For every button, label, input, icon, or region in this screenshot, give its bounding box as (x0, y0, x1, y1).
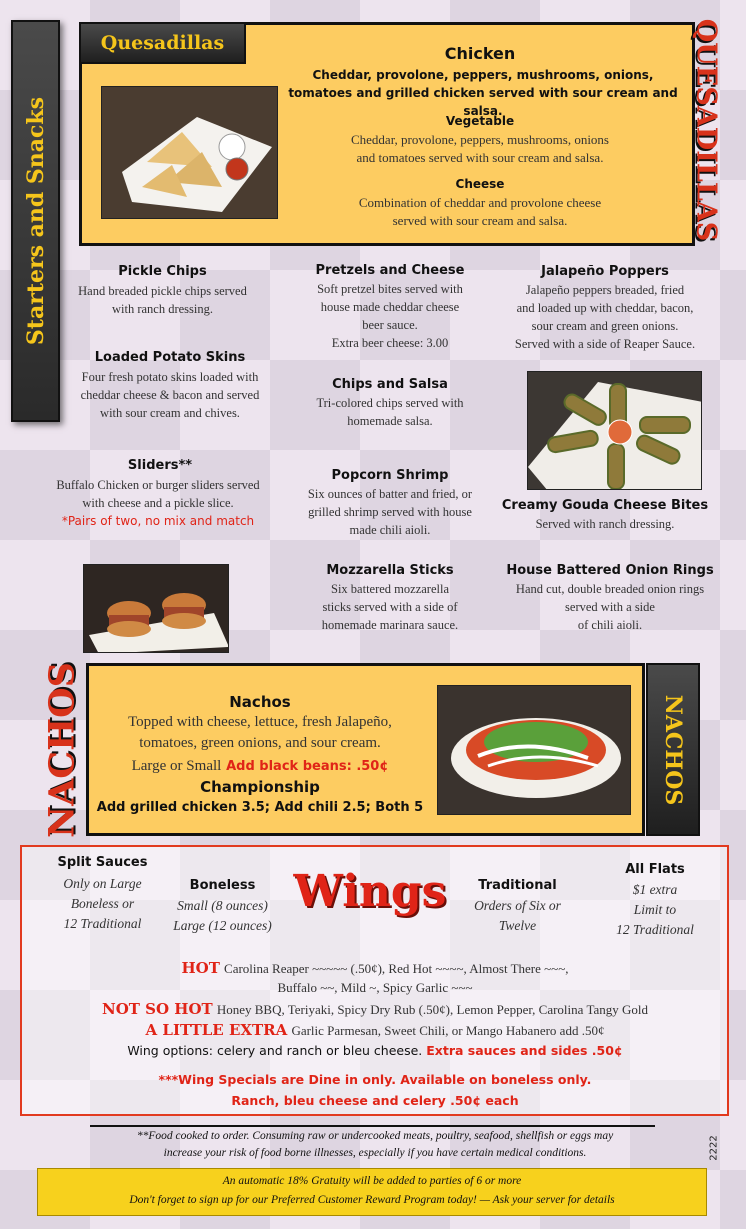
pretzels-name: Pretzels and Cheese (315, 263, 465, 278)
potato-skins-desc3: with sour cream and chives. (100, 406, 240, 420)
disclaimer-line2: increase your risk of food borne illnesses, especially if you have certain medical conditions. (163, 1147, 587, 1159)
jalapeno-poppers-desc1: Jalapeño peppers breaded, fried (525, 283, 685, 297)
hot-label: HOT (181, 959, 220, 977)
not-so-hot-text: Honey BBQ, Teriyaki, Spicy Dry Rub (.50¢), Lemon Pepper, Carolina Tangy Gold (216, 1002, 648, 1017)
pretzels-desc3: beer sauce. (362, 318, 418, 332)
onion-rings-desc3: of chili aioli. (577, 618, 643, 632)
all-flats-l2: Limit to (633, 902, 677, 917)
mozzarella-name: Mozzarella Sticks (326, 563, 454, 578)
traditional-l2: Twelve (498, 918, 537, 933)
chips-salsa-desc2: homemade salsa. (347, 414, 433, 428)
nachos-tab-label: NACHOS (660, 694, 686, 805)
quesadillas-tab-label: Quesadillas (100, 32, 225, 54)
wing-specials-1: ***Wing Specials are Dine in only. Available on boneless only. (158, 1072, 592, 1087)
split-sauces-l1: Only on Large (63, 876, 142, 891)
hot-sauces-text1: Carolina Reaper ~~~~~ (.50¢), Red Hot ~~~~, Almost There ~~~, (224, 961, 569, 976)
quesadilla-cheese-desc1: Combination of cheddar and provolone cheese (358, 195, 602, 210)
traditional-l1: Orders of Six or (474, 898, 561, 913)
potato-skins-name: Loaded Potato Skins (94, 350, 246, 365)
hot-sauces-line1 (30, 959, 720, 977)
quesadilla-vegetable-desc2: and tomatoes served with sour cream and salsa. (356, 150, 604, 165)
nachos-name: Nachos (229, 693, 291, 711)
section-side-label (11, 20, 60, 422)
mozzarella-desc3: homemade marinara sauce. (321, 618, 459, 632)
menu-code: 2222 (708, 1135, 720, 1161)
popcorn-shrimp-name: Popcorn Shrimp (331, 468, 449, 483)
mozzarella-desc1: Six battered mozzarella (331, 582, 449, 596)
split-sauces-head: Split Sauces (57, 855, 148, 870)
quesadilla-photo (101, 86, 278, 219)
nachos-desc1: Topped with cheese, lettuce, fresh Jalapeño, (128, 714, 392, 730)
nachos-vertical-title: NACHOS (41, 662, 83, 838)
jalapeno-poppers-photo (527, 371, 702, 490)
onion-rings-desc2: served with a side (565, 600, 655, 614)
nachos-championship: Championship (200, 778, 320, 796)
nachos-size-text: Large or Small (131, 758, 222, 774)
traditional-head: Traditional (478, 878, 557, 893)
boneless-head: Boneless (189, 878, 256, 893)
all-flats-l3: 12 Traditional (616, 922, 694, 937)
pretzels-desc2: house made cheddar cheese (320, 300, 460, 314)
nachos-photo (437, 685, 631, 815)
quesadilla-chicken-name: Chicken (444, 44, 516, 63)
wing-specials-2: Ranch, bleu cheese and celery .50¢ each (231, 1093, 519, 1108)
potato-skins-desc2: cheddar cheese & bacon and served (80, 388, 260, 402)
hot-sauces-line2: Buffalo ~~, Mild ~, Spicy Garlic ~~~ (277, 980, 473, 995)
quesadilla-cheese-name: Cheese (455, 177, 505, 191)
potato-skins-desc1: Four fresh potato skins loaded with (81, 370, 259, 384)
quesadilla-cheese-desc2: served with sour cream and salsa. (392, 213, 568, 228)
nachos-beans-addon: Add black beans: .50¢ (226, 759, 389, 774)
pickle-chips-desc2: with ranch dressing. (111, 302, 214, 316)
mozzarella-desc2: sticks served with a side of (322, 600, 458, 614)
sliders-desc1: Buffalo Chicken or burger sliders served (56, 478, 260, 492)
jalapeno-poppers-desc2: and loaded up with cheddar, bacon, (516, 301, 694, 315)
little-extra-label: A LITTLE EXTRA (145, 1021, 288, 1039)
chips-salsa-desc1: Tri-colored chips served with (316, 396, 464, 410)
side-label-text: Starters and Snacks (22, 96, 49, 346)
all-flats-l1: $1 extra (632, 882, 678, 897)
wing-extra-sauces: Extra sauces and sides .50¢ (426, 1043, 623, 1058)
quesadilla-chicken-desc: Cheddar, provolone, peppers, mushrooms, onions, tomatoes and grilled chicken served with sour cream and salsa. (288, 68, 678, 118)
all-flats-head: All Flats (625, 862, 685, 877)
popcorn-shrimp-desc2: grilled shrimp served with house (308, 505, 472, 519)
not-so-hot-line (30, 1000, 720, 1018)
wing-options-line (30, 1043, 720, 1058)
quesadillas-vertical-title: QUESADILLAS (690, 18, 722, 242)
footer-rewards: Don't forget to sign up for our Preferred Customer Reward Program today! — Ask your server for details (129, 1194, 615, 1206)
quesadillas-tab (79, 22, 246, 64)
sliders-name: Sliders** (127, 458, 193, 473)
pickle-chips-desc1: Hand breaded pickle chips served (78, 284, 247, 298)
jalapeno-poppers-desc3: sour cream and green onions. (531, 319, 679, 333)
little-extra-text: Garlic Parmesan, Sweet Chili, or Mango Habanero add .50¢ (291, 1023, 605, 1038)
sliders-photo (83, 564, 229, 653)
quesadilla-vegetable-name: Vegetable (445, 114, 515, 128)
wings-title: Wings (293, 866, 447, 917)
disclaimer-line1: **Food cooked to order. Consuming raw or undercooked meats, poultry, seafood, shellfish or eggs may (136, 1130, 614, 1142)
gouda-bites-name: Creamy Gouda Cheese Bites (501, 498, 709, 513)
not-so-hot-label: NOT SO HOT (102, 1000, 213, 1018)
sliders-note: *Pairs of two, no mix and match (61, 514, 255, 528)
popcorn-shrimp-desc1: Six ounces of batter and fried, or (307, 487, 473, 501)
pickle-chips-name: Pickle Chips (118, 264, 207, 279)
chips-salsa-name: Chips and Salsa (332, 377, 448, 392)
pretzels-desc1: Soft pretzel bites served with (317, 282, 463, 296)
boneless-l1: Small (8 ounces) (177, 898, 268, 913)
wing-options-text: Wing options: celery and ranch or bleu cheese. (127, 1043, 423, 1058)
disclaimer-divider (90, 1125, 655, 1127)
onion-rings-name: House Battered Onion Rings (506, 563, 714, 578)
split-sauces-l3: 12 Traditional (63, 916, 142, 931)
popcorn-shrimp-desc3: made chili aioli. (349, 523, 431, 537)
boneless-l2: Large (12 ounces) (173, 918, 272, 933)
nachos-size-line (95, 756, 425, 775)
onion-rings-desc1: Hand cut, double breaded onion rings (515, 582, 705, 596)
nachos-tab (646, 663, 700, 836)
jalapeno-poppers-desc4: Served with a side of Reaper Sauce. (514, 337, 696, 351)
pretzels-desc4: Extra beer cheese: 3.00 (331, 336, 449, 350)
footer-gratuity: An automatic 18% Gratuity will be added to parties of 6 or more (222, 1175, 522, 1187)
gouda-bites-desc1: Served with ranch dressing. (535, 517, 675, 531)
nachos-desc2: tomatoes, green onions, and sour cream. (139, 735, 381, 751)
quesadilla-vegetable-desc1: Cheddar, provolone, peppers, mushrooms, onions (350, 132, 609, 147)
nachos-addons: Add grilled chicken 3.5; Add chili 2.5; Both 5 (96, 800, 424, 815)
little-extra-line (30, 1021, 720, 1039)
split-sauces-l2: Boneless or (70, 896, 135, 911)
jalapeno-poppers-name: Jalapeño Poppers (541, 264, 669, 279)
sliders-desc2: with cheese and a pickle slice. (82, 496, 234, 510)
